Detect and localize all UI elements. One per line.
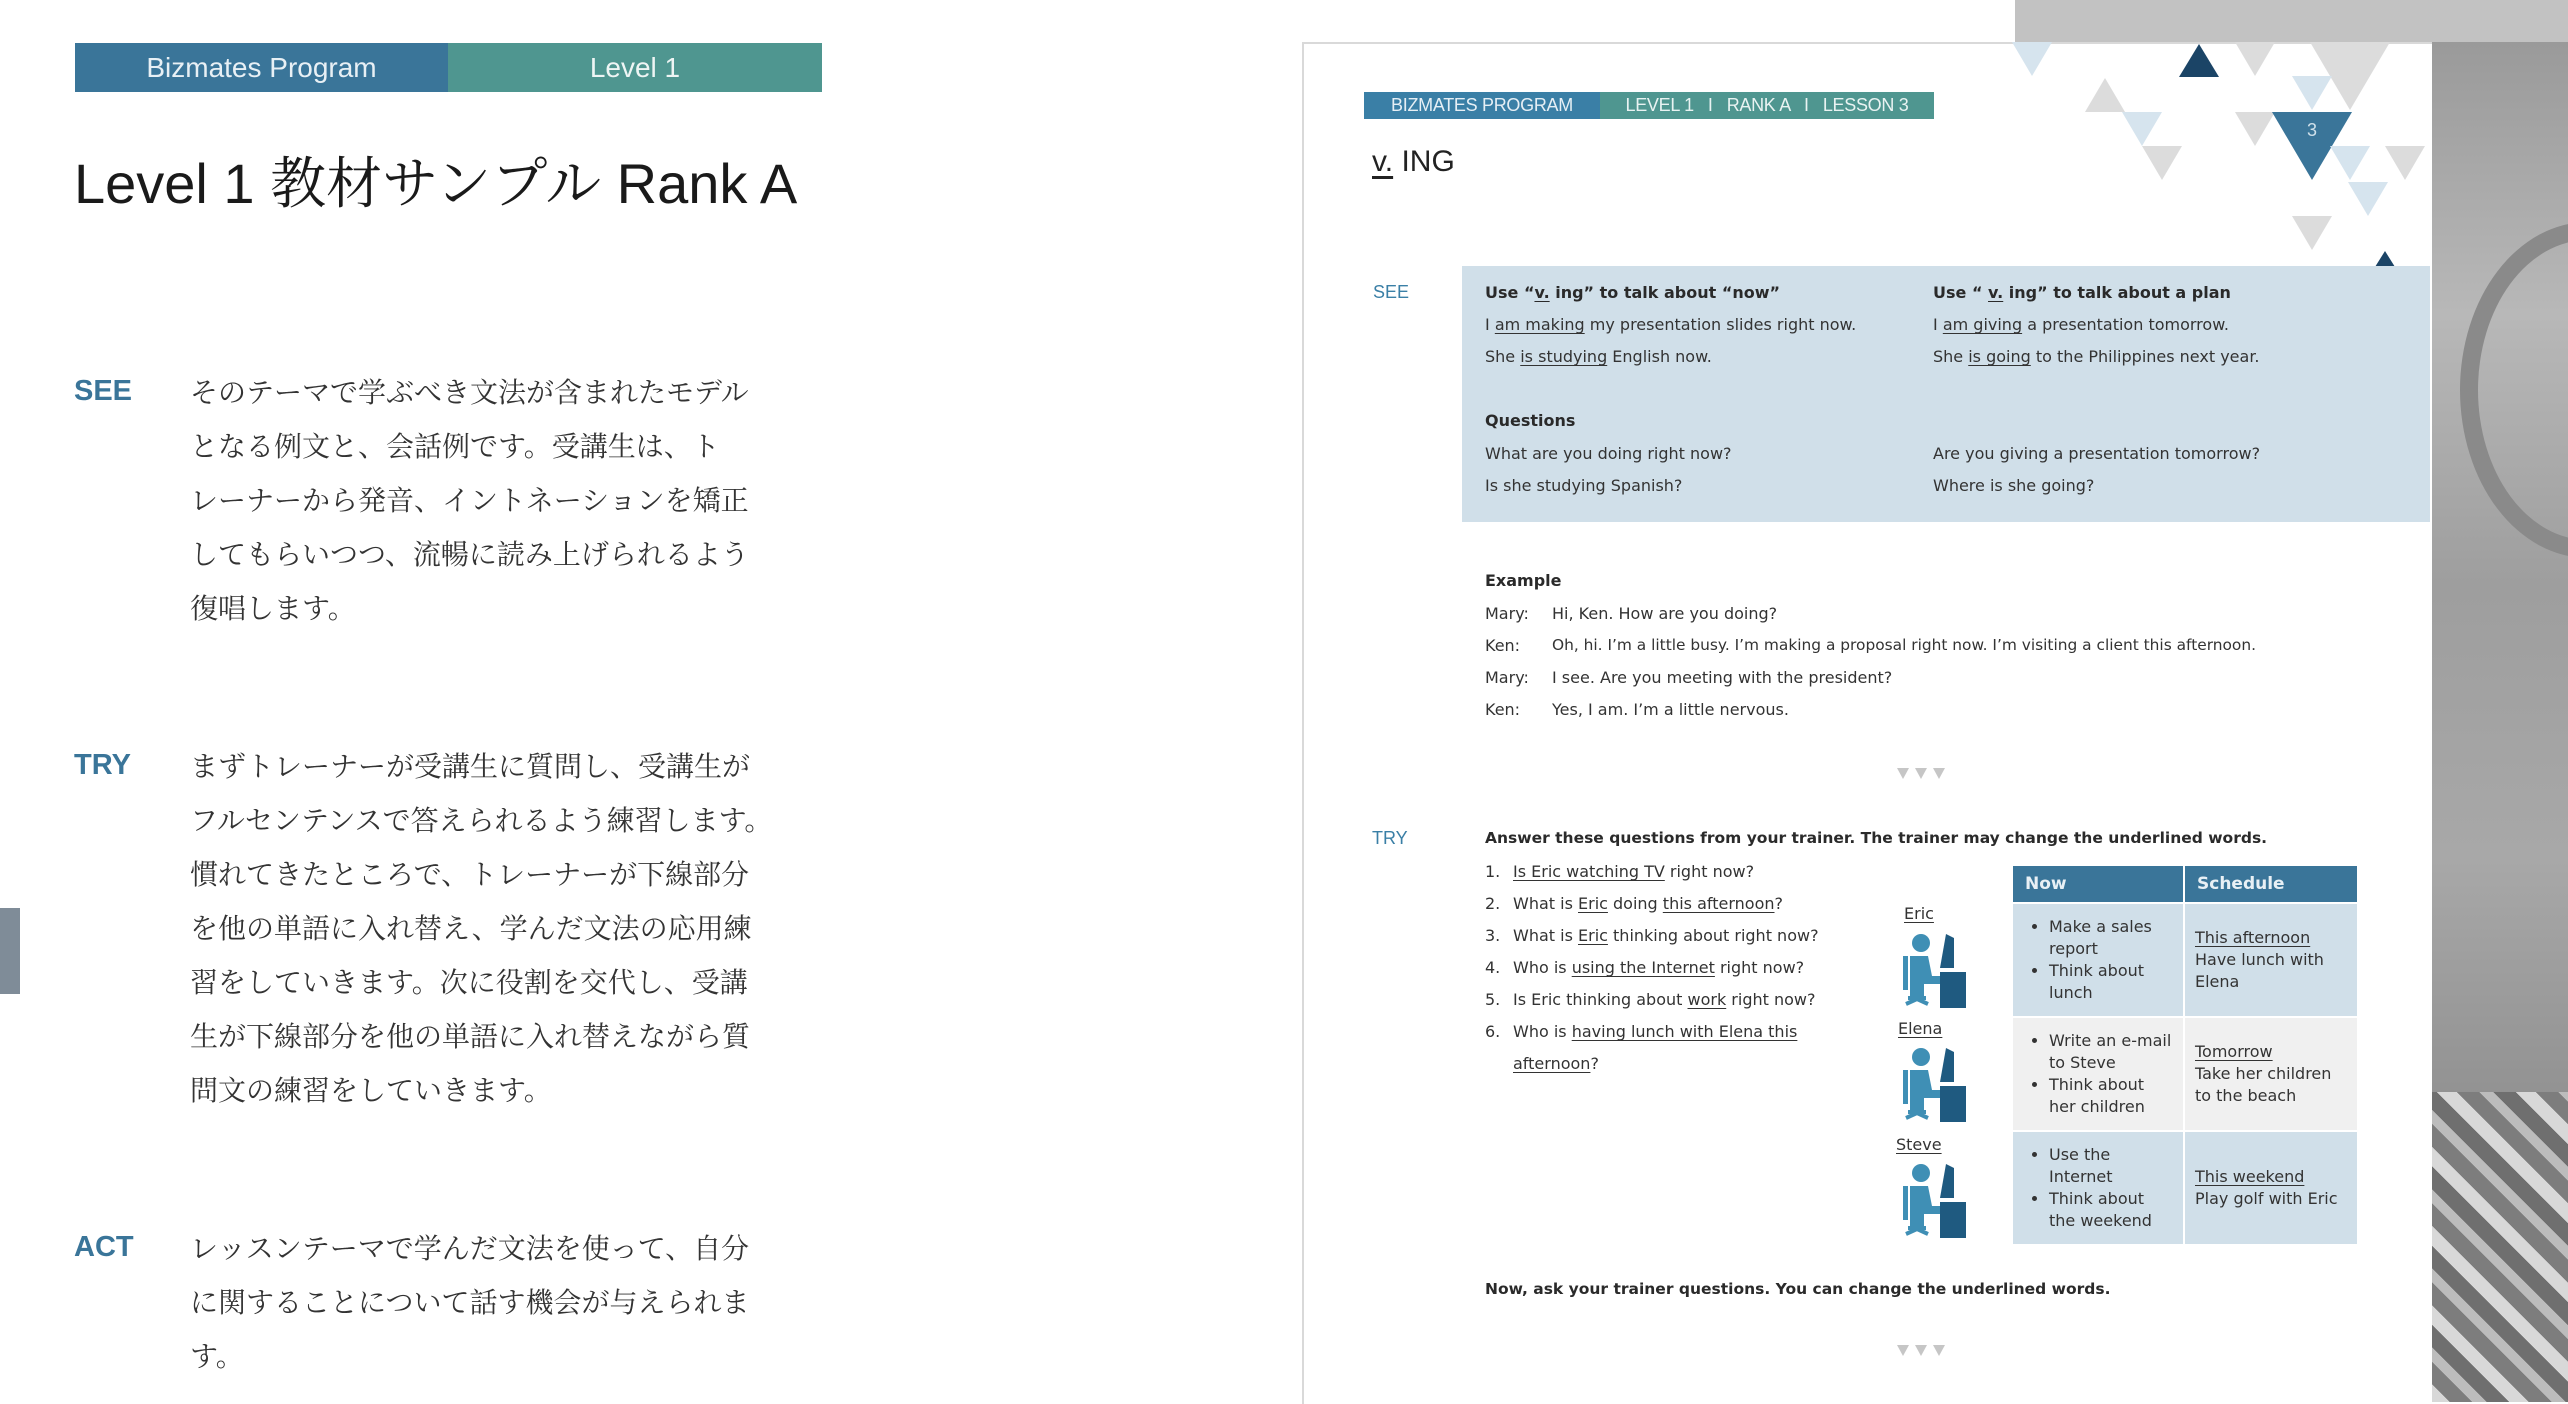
triangle-icon: [2235, 112, 2275, 146]
arrow-down-icon: [1933, 768, 1945, 779]
schedule-table: [2011, 864, 2359, 1246]
grammar-heading-now: [1485, 283, 1780, 302]
schedule-time: This weekend: [2195, 1167, 2305, 1186]
example-sentence: [1485, 347, 1712, 366]
triangle-icon: [2179, 44, 2219, 77]
speaker: Ken:: [1485, 700, 1521, 719]
try-description: [190, 740, 830, 1118]
question-underlined: afternoon: [1513, 1054, 1591, 1073]
arrow-down-icon: [1915, 1345, 1927, 1356]
try-line: 慣れてきたところで、トレーナーが下線部分: [190, 858, 750, 891]
see-line: レーナーから発音、イントネーションを矯正: [190, 484, 749, 517]
doc-see-label: SEE: [1373, 282, 1410, 302]
question-item: [1485, 1022, 1797, 1041]
level-label: Level 1: [448, 43, 822, 92]
question-line: Is she studying Spanish?: [1485, 476, 1683, 495]
question-underlined: having lunch with Elena this: [1571, 1022, 1798, 1041]
see-description: [190, 366, 830, 636]
question-item: [1485, 862, 1754, 881]
triangle-icon: [2375, 251, 2395, 267]
sentence-text: to the Philippines next year.: [2030, 347, 2260, 366]
dialogue-line: Oh, hi. I’m a little busy. I’m making a proposal right now. I’m visiting a client this afternoon.: [1552, 636, 2256, 654]
dialogue-line: Yes, I am. I’m a little nervous.: [1552, 700, 1789, 719]
question-underlined: Eric: [1578, 894, 1608, 913]
question-line: Where is she going?: [1933, 476, 2095, 495]
sentence-text: English now.: [1607, 347, 1712, 366]
section-divider-arrows: [1897, 1345, 1945, 1356]
question-item: [1485, 894, 1783, 913]
question-number: 5.: [1485, 990, 1501, 1009]
example-sentence: [1933, 347, 2260, 366]
question-underlined: Is Eric watching TV: [1513, 862, 1665, 881]
lesson-title-ing: ING: [1393, 145, 1455, 178]
heading-text: ing” to talk about “now”: [1549, 283, 1781, 302]
heading-underlined: v.: [1988, 283, 2004, 302]
column-header-now: Now: [2013, 866, 2183, 902]
see-line: してもらいつつ、流暢に読み上げられるよう: [190, 538, 749, 571]
sentence-text: I: [1933, 315, 1943, 334]
sentence-text: a presentation tomorrow.: [2022, 315, 2229, 334]
arrow-down-icon: [1897, 1345, 1909, 1356]
sentence-text: She: [1485, 347, 1521, 366]
example-sentence: [1485, 315, 1856, 334]
person-at-computer-icon: [1900, 1046, 1970, 1126]
doc-header-bar: [1364, 92, 1934, 119]
closing-instruction: Now, ask your trainer questions. You can change the underlined words.: [1485, 1280, 2111, 1298]
question-underlined: this afternoon: [1662, 894, 1775, 913]
column-header-schedule: Schedule: [2185, 866, 2357, 902]
lesson-title: [1372, 145, 1455, 179]
heading-text: Use “: [1485, 283, 1535, 302]
now-item: • Make a sales report: [2049, 916, 2173, 960]
schedule-time: Tomorrow: [2195, 1042, 2273, 1061]
person-at-computer-icon: [1900, 1162, 1970, 1242]
section-divider-arrows: [1897, 768, 1945, 779]
person-name-elena: Elena: [1898, 1019, 1943, 1038]
person-at-computer-icon: [1900, 932, 1970, 1012]
question-line: What are you doing right now?: [1485, 444, 1732, 463]
triangle-icon: [2385, 146, 2425, 180]
act-line: す。: [190, 1340, 244, 1373]
now-cell: [2013, 904, 2183, 1016]
question-text: right now?: [1726, 990, 1816, 1009]
questions-heading: Questions: [1485, 411, 1576, 430]
question-text: Is Eric thinking about: [1513, 990, 1688, 1009]
question-text: What is: [1513, 894, 1578, 913]
sentence-text: my presentation slides right now.: [1584, 315, 1857, 334]
question-number: 2.: [1485, 894, 1501, 913]
question-text: What is: [1513, 926, 1578, 945]
arrow-down-icon: [1933, 1345, 1945, 1356]
heading-text: Use “: [1933, 283, 1989, 302]
lesson-title-verb: v.: [1372, 145, 1394, 178]
doc-lesson-info: LEVEL 1 I RANK A I LESSON 3: [1600, 92, 1934, 119]
triangle-icon: [2142, 146, 2182, 180]
act-label: ACT: [74, 1231, 134, 1263]
try-line: 問文の練習をしていきます。: [190, 1074, 552, 1107]
triangle-icon: [2235, 42, 2275, 76]
act-line: レッスンテーマで学んだ文法を使って、自分: [190, 1232, 750, 1265]
question-text: ?: [1590, 1054, 1599, 1073]
schedule-cell: [2185, 1132, 2357, 1244]
sentence-underlined: am giving: [1942, 315, 2023, 334]
speaker: Ken:: [1485, 636, 1521, 655]
page-title: Level 1 教材サンプル Rank A: [74, 152, 798, 215]
person-name-steve: Steve: [1896, 1135, 1942, 1154]
see-line: そのテーマで学ぶべき文法が含まれたモデル: [190, 376, 749, 409]
question-underlined: Eric: [1578, 926, 1608, 945]
question-number: 3.: [1485, 926, 1501, 945]
question-item: [1485, 926, 1819, 945]
triangle-icon: [2292, 76, 2332, 110]
question-text: doing: [1607, 894, 1663, 913]
triangle-icon: [2012, 42, 2052, 76]
sentence-text: She: [1933, 347, 1969, 366]
dialogue-line: I see. Are you meeting with the president?: [1552, 668, 1893, 687]
speaker: Mary:: [1485, 668, 1529, 687]
act-description: [190, 1222, 830, 1384]
sentence-underlined: is going: [1968, 347, 2031, 366]
see-label: SEE: [74, 375, 133, 407]
table-header-row: [2013, 866, 2357, 902]
try-instruction: Answer these questions from your trainer. The trainer may change the underlined words.: [1485, 829, 2268, 847]
question-underlined: using the Internet: [1571, 958, 1715, 977]
question-item: [1485, 990, 1816, 1009]
schedule-cell: [2185, 904, 2357, 1016]
speaker: Mary:: [1485, 604, 1529, 623]
question-text: ?: [1774, 894, 1784, 913]
see-line: となる例文と、会話例です。受講生は、ト: [190, 430, 720, 463]
schedule-plan: Play golf with Eric: [2195, 1189, 2338, 1208]
table-row: [2013, 904, 2357, 1016]
heading-text: ing” to talk about a plan: [2003, 283, 2231, 302]
see-line: 復唱します。: [190, 592, 356, 625]
arrow-down-icon: [1915, 768, 1927, 779]
question-text: Who is: [1513, 1022, 1572, 1041]
now-item: • Think about the weekend: [2049, 1188, 2173, 1232]
question-text: Who is: [1513, 958, 1572, 977]
headphone-shape: [2460, 222, 2568, 558]
program-header-bar: [75, 43, 822, 92]
carousel-prev-handle[interactable]: [0, 908, 20, 994]
background-photo: [2430, 42, 2568, 1402]
question-text: right now?: [1664, 862, 1755, 881]
triangle-icon: [2330, 146, 2370, 180]
now-item: • Think about lunch: [2049, 960, 2173, 1004]
triangle-icon: [2348, 182, 2388, 216]
schedule-plan: Take her children to the beach: [2195, 1064, 2332, 1105]
table-row: [2013, 1018, 2357, 1130]
heading-underlined: v.: [1534, 283, 1550, 302]
question-number: 6.: [1485, 1022, 1501, 1041]
schedule-plan: Have lunch with Elena: [2195, 950, 2324, 991]
try-line: 習をしていきます。次に役割を交代し、受講: [190, 966, 748, 999]
now-item: • Use the Internet: [2049, 1144, 2173, 1188]
sentence-text: I: [1485, 315, 1495, 334]
arrow-down-icon: [1897, 768, 1909, 779]
example-sentence: [1933, 315, 2229, 334]
try-line: を他の単語に入れ替え、学んだ文法の応用練: [190, 912, 752, 945]
try-line: 生が下線部分を他の単語に入れ替えながら質: [190, 1020, 751, 1053]
sweater-pattern: [2430, 1092, 2568, 1402]
grammar-heading-plan: [1933, 283, 2231, 302]
doc-try-label: TRY: [1372, 828, 1408, 848]
now-item: • Think about her children: [2049, 1074, 2173, 1118]
act-line: に関することについて話す機会が与えられま: [190, 1286, 750, 1319]
triangle-icon: [2292, 216, 2332, 250]
question-underlined: work: [1687, 990, 1727, 1009]
try-label: TRY: [74, 749, 131, 781]
now-item: • Write an e-mail to Steve: [2049, 1030, 2173, 1074]
page-number: 3: [2306, 120, 2317, 140]
schedule-time: This afternoon: [2195, 928, 2311, 947]
doc-program-label: BIZMATES PROGRAM: [1364, 92, 1600, 119]
sentence-underlined: am making: [1494, 315, 1585, 334]
triangle-icon: [2085, 78, 2125, 112]
try-line: フルセンテンスで答えられるよう練習します。: [190, 804, 773, 837]
example-heading: Example: [1485, 571, 1562, 590]
question-line: Are you giving a presentation tomorrow?: [1933, 444, 2261, 463]
schedule-cell: [2185, 1018, 2357, 1130]
question-item: [1485, 958, 1804, 977]
question-item-continued: [1485, 1054, 1599, 1073]
question-text: right now?: [1714, 958, 1805, 977]
triangle-icon: [2122, 112, 2162, 146]
gray-backdrop: [2015, 0, 2568, 42]
try-line: まずトレーナーが受講生に質問し、受講生が: [190, 750, 751, 783]
program-label: Bizmates Program: [75, 43, 448, 92]
person-name-eric: Eric: [1904, 904, 1934, 923]
now-cell: [2013, 1132, 2183, 1244]
dialogue-line: Hi, Ken. How are you doing?: [1552, 604, 1778, 623]
now-cell: [2013, 1018, 2183, 1130]
question-text: thinking about right now?: [1607, 926, 1819, 945]
sentence-underlined: is studying: [1520, 347, 1608, 366]
question-number: 4.: [1485, 958, 1501, 977]
question-number: 1.: [1485, 862, 1501, 881]
table-row: [2013, 1132, 2357, 1244]
